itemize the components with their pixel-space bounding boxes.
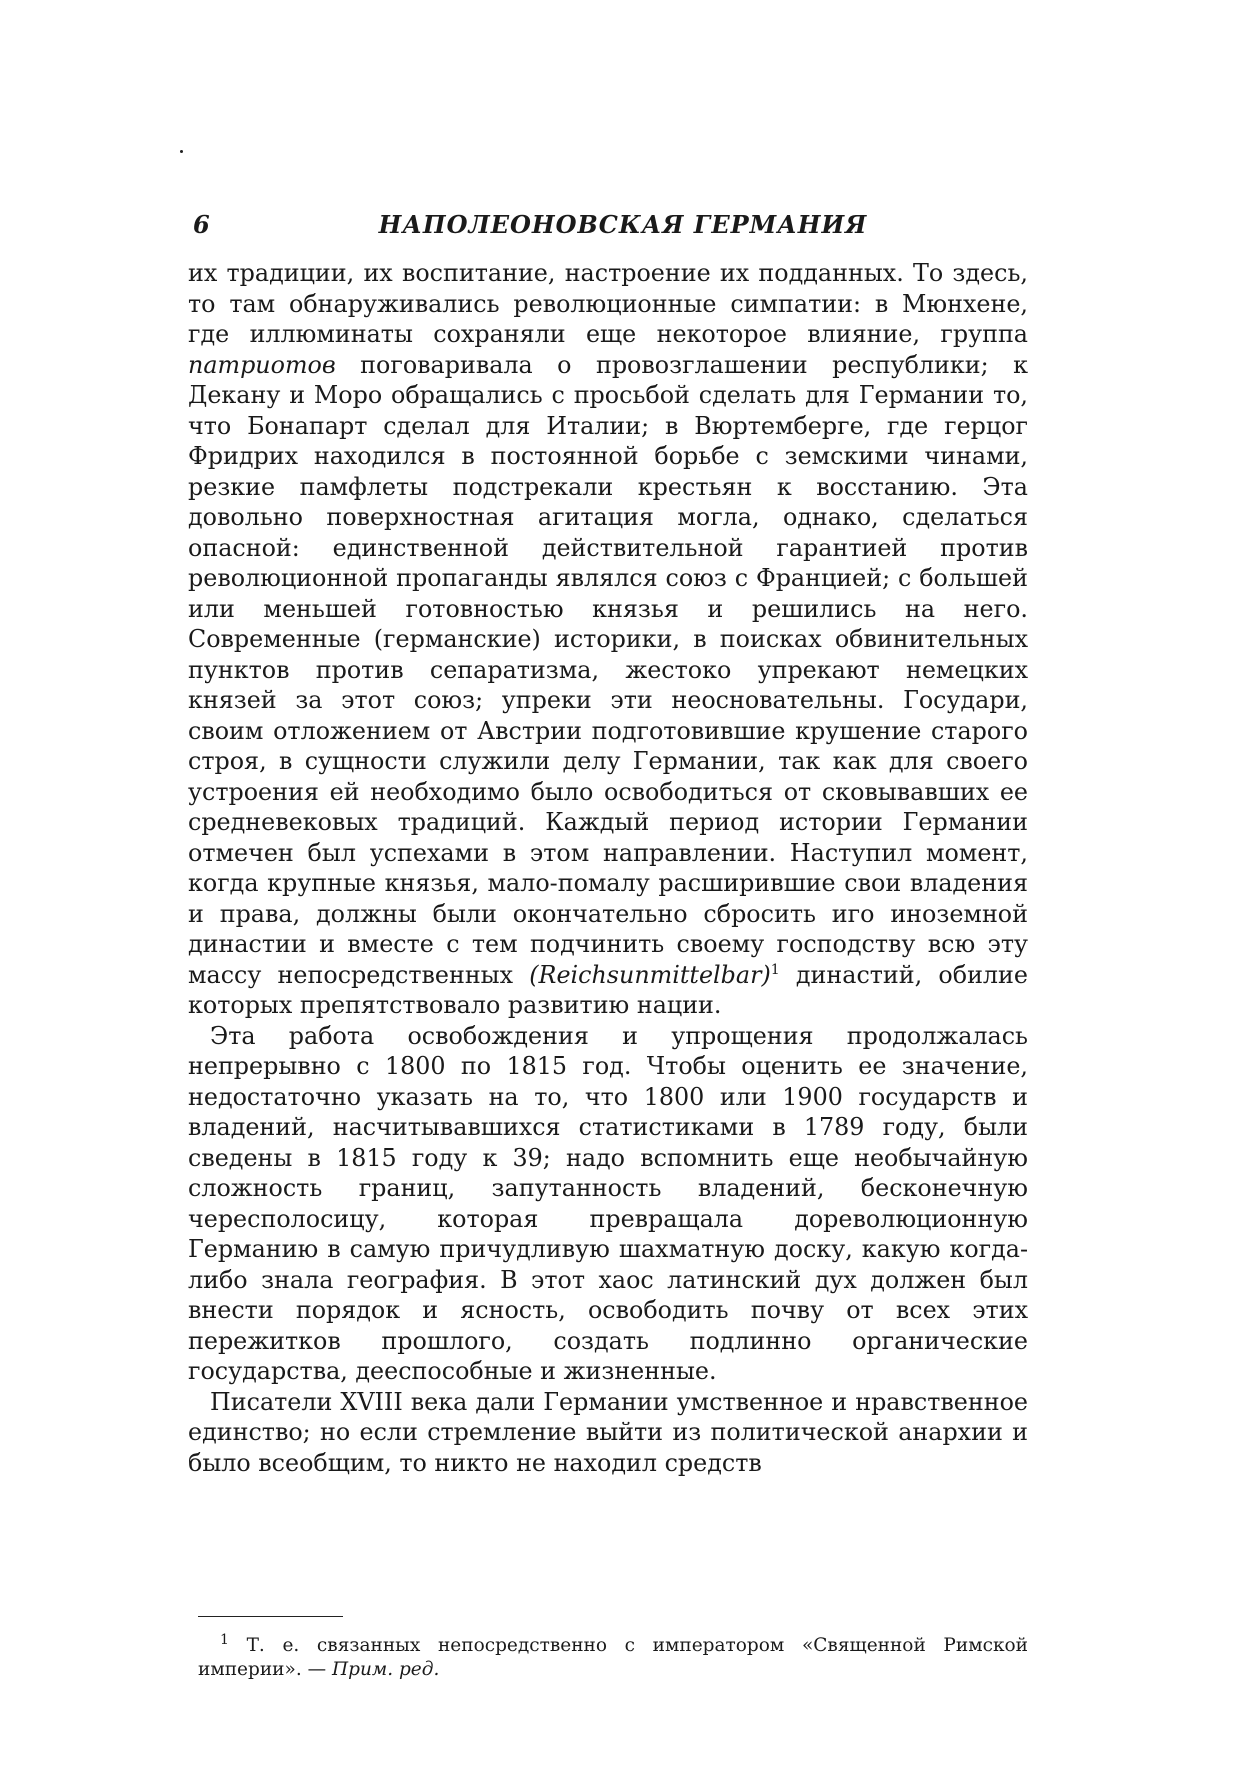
scan-speck — [180, 150, 183, 153]
paragraph-3: Писатели XVIII века дали Германии умственное и нравственное единство; но если стремление выйти из политической анархии и было всеобщим, то никто не находил средств — [188, 1387, 1028, 1477]
paragraph-1-part-c: династий, обилие которых препятствовало развитию нации. — [188, 960, 1028, 1019]
paragraph-1 — [188, 258, 1028, 1021]
body-text — [188, 258, 1028, 1478]
running-head — [183, 210, 1053, 250]
paragraph-1-part-a: их традиции, их воспитание, настроение их подданных. То здесь, то там обнаруживались революционные симпатии: в Мюнхене, где иллюминаты сохраняли еще некоторое влияние, группа — [188, 259, 1028, 348]
running-title: НАПОЛЕОНОВСКАЯ ГЕРМАНИЯ — [378, 210, 868, 239]
italic-term-reichsunmittelbar: (Reichsunmittelbar) — [529, 960, 771, 989]
footnote — [198, 1631, 1028, 1682]
page-number: 6 — [193, 210, 210, 239]
footnote-signature: Прим. ред. — [331, 1659, 440, 1680]
footnote-text: Т. е. связанных непосредственно с императором «Священной Римской империи». — — [198, 1635, 1028, 1680]
paragraph-2: Эта работа освобождения и упрощения продолжалась непрерывно с 1800 по 1815 год. Чтобы оценить ее значение, недостаточно указать на то, что 1800 или 1900 государств и владений, насчитывавшихся статистиками в 1789 году, были сведены в 1815 году к 39; надо вспомнить еще необычайную сложность границ, запутанность владений, бесконечную чересполосицу, которая превращала дореволюционную Германию в самую причудливую шахматную доску, какую когда-либо знала география. В этот хаос латинский дух должен был внести порядок и ясность, освободить почву от всех этих пережитков прошлого, создать подлинно органические государства, дееспособные и жизненные. — [188, 1021, 1028, 1385]
footnote-reference[interactable]: 1 — [770, 961, 780, 978]
paragraph-1-part-b: поговаривала о провозглашении республики; к Декану и Моро обращались с просьбой сделать для Германии то, что Бонапарт сделал для Италии; в Вюртемберге, где герцог Фридрих находился в постоянной борьбе с земскими чинами, резкие памфлеты подстрекали крестьян к восстанию. Эта довольно поверхностная агитация могла, однако, сделаться опасной: единственной действительной гарантией против революционной пропаганды являлся союз с Францией; с большей или меньшей готовностью князья и решились на него. Современные (германские) историки, в поисках обвинительных пунктов против сепаратизма, жестоко упрекают немецких князей за этот союз; упреки эти неосновательны. Государи, своим отложением от Австрии подготовившие крушение старого строя, в сущности служили делу Германии, так как для своего устроения ей необходимо было освободиться от сковывавших ее средневековых традиций. Каждый период истории Германии отмечен был успехами в этом направлении. Наступил момент, когда крупные князья, мало-помалу расширившие свои владения и права, должны были окончательно сбросить иго иноземной династии и вместе с тем подчинить своему господству всю эту массу непосредственных — [188, 350, 1028, 989]
italic-term-patriots: патриотов — [188, 350, 336, 379]
footnote-marker: 1 — [220, 1631, 229, 1648]
footnote-divider — [198, 1616, 343, 1617]
